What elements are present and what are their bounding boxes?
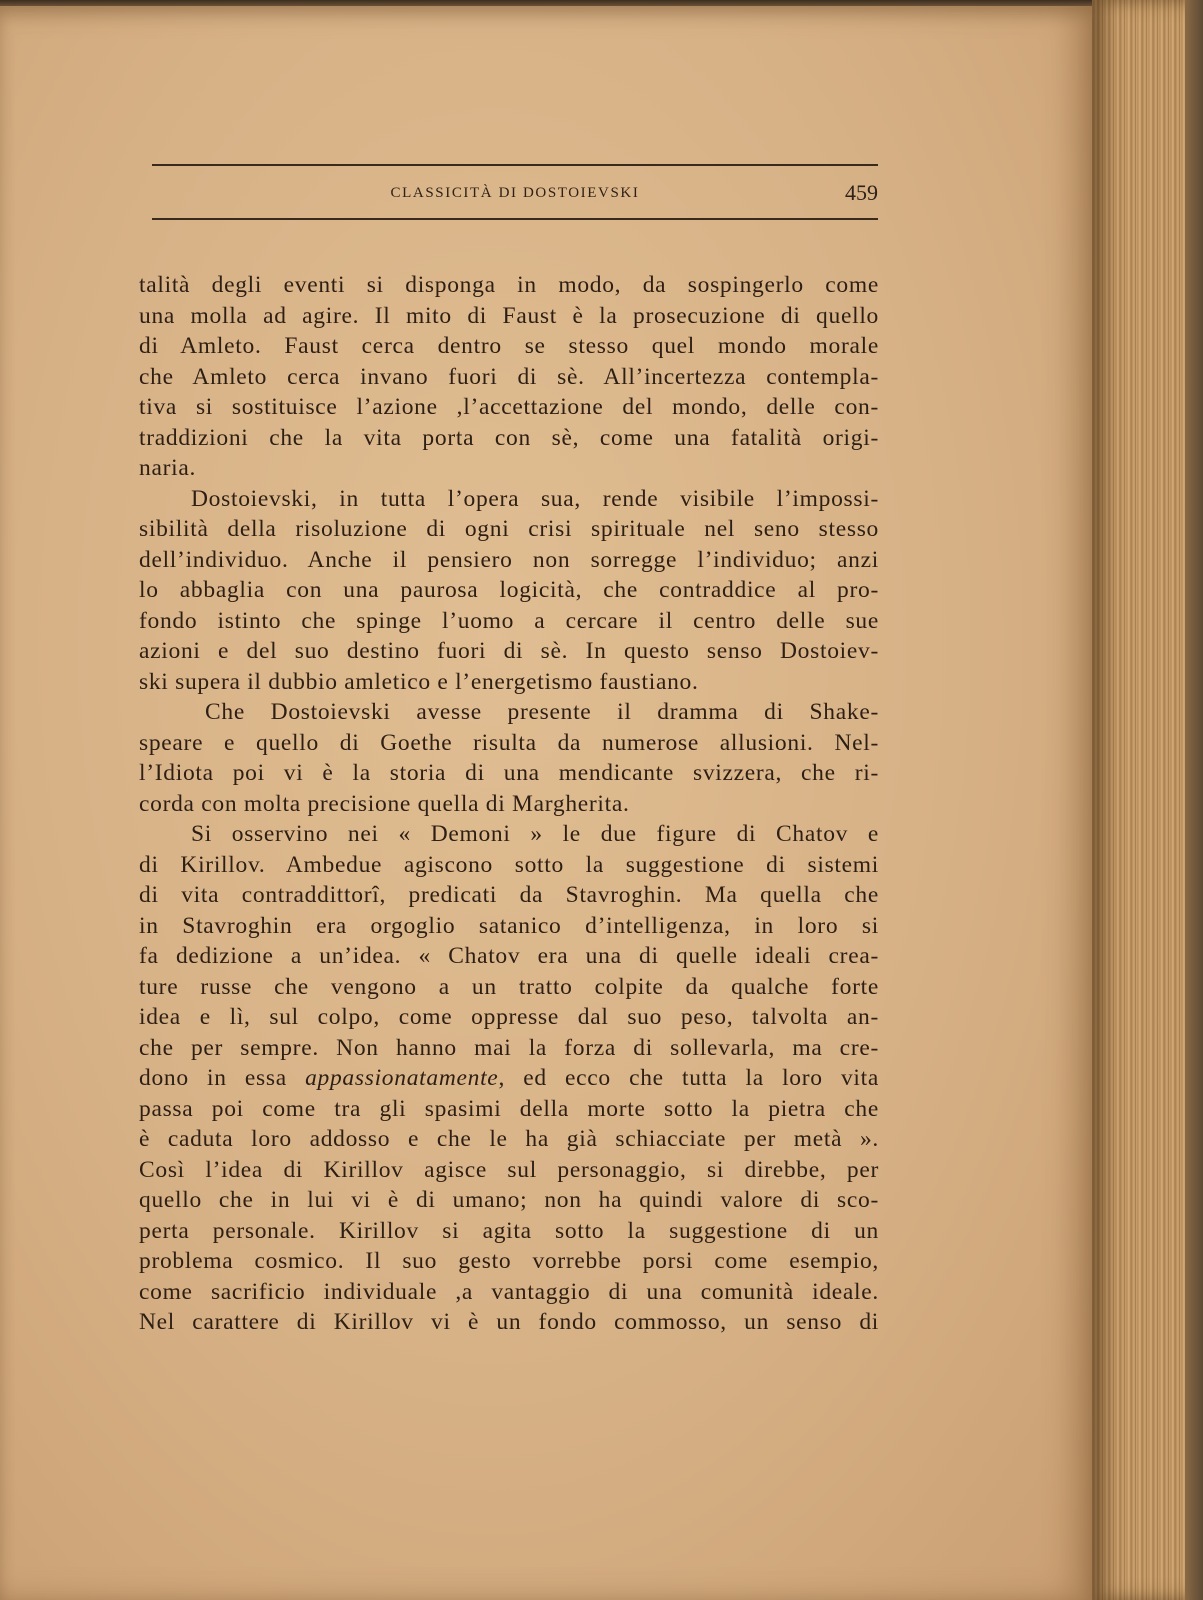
- text-run: , ed ecco che tutta la loro vita: [498, 1065, 879, 1091]
- body-text: [139, 270, 879, 1338]
- header-rule-top: [152, 164, 878, 166]
- text-line: che per sempre. Non hanno mai la forza di sollevarla, ma cre-: [139, 1034, 879, 1061]
- text-line: traddizioni che la vita porta con sè, come una fatalità origi-: [139, 424, 879, 451]
- text-line: ski supera il dubbio amletico e l’energetismo faustiano.: [139, 668, 699, 695]
- text-run: dono in essa: [139, 1065, 287, 1091]
- text-line: dell’individuo. Anche il pensiero non sorregge l’individuo; anzi: [139, 546, 879, 573]
- text-line: di Amleto. Faust cerca dentro se stesso quel mondo morale: [139, 333, 879, 359]
- text-line: l’Idiota poi vi è la storia di una mendicante svizzera, che ri-: [139, 760, 879, 786]
- text-line: Che Dostoievski avesse presente il dramma di Shake-: [205, 699, 879, 725]
- text-line: quello che in lui vi è di umano; non ha quindi valore di sco-: [139, 1187, 879, 1213]
- text-line: tiva si sostituisce l’azione ,l’accettazione del mondo, delle con-: [139, 394, 879, 420]
- text-line: talità degli eventi si disponga in modo, da sospingerlo come: [139, 272, 879, 298]
- text-line: problema cosmico. Il suo gesto vorrebbe porsi come esempio,: [139, 1248, 879, 1274]
- text-line: idea e lì, sul colpo, come oppresse dal suo peso, talvolta an-: [139, 1004, 879, 1030]
- text-line: fa dedizione a un’idea. « Chatov era una di quelle ideali crea-: [139, 943, 879, 969]
- text-line: azioni e del suo destino fuori di sè. In questo senso Dostoiev-: [139, 638, 879, 664]
- text-line: come sacrificio individuale ,a vantaggio di una comunità ideale.: [139, 1278, 879, 1305]
- page-edges: [1092, 0, 1203, 1600]
- text-line: passa poi come tra gli spasimi della morte sotto la pietra che: [139, 1095, 879, 1122]
- text-line: di Kirillov. Ambedue agiscono sotto la suggestione di sistemi: [139, 851, 879, 878]
- text-line: ture russe che vengono a un tratto colpite da qualche forte: [139, 973, 879, 1000]
- italic-word: appassionatamente: [305, 1065, 499, 1091]
- text-line: Così l’idea di Kirillov agisce sul personaggio, si direbbe, per: [139, 1156, 879, 1183]
- text-line: perta personale. Kirillov si agita sotto la suggestione di un: [139, 1217, 879, 1244]
- text-line-with-italic: [139, 1063, 879, 1094]
- text-line: speare e quello di Goethe risulta da numerose allusioni. Nel-: [139, 729, 879, 756]
- text-line: lo abbaglia con una paurosa logicità, che contraddice al pro-: [139, 577, 879, 603]
- text-line: fondo istinto che spinge l’uomo a cercare il centro delle sue: [139, 607, 879, 634]
- text-line: corda con molta precisione quella di Margherita.: [139, 790, 630, 817]
- text-line: che Amleto cerca invano fuori di sè. All’incertezza contempla-: [139, 363, 879, 390]
- running-title: CLASSICITÀ DI DOSTOIEVSKI: [390, 185, 640, 201]
- header-rule-bottom: [152, 218, 878, 220]
- text-line: di vita contraddittorî, predicati da Stavroghin. Ma quella che: [139, 882, 879, 908]
- text-line: è caduta loro addosso e che le ha già schiacciate per metà ».: [139, 1126, 879, 1152]
- text-line: naria.: [139, 455, 197, 481]
- text-line: in Stavroghin era orgoglio satanico d’intelligenza, in loro si: [139, 912, 879, 939]
- text-line: Nel carattere di Kirillov vi è un fondo commosso, un senso di: [139, 1309, 879, 1335]
- text-line: una molla ad agire. Il mito di Faust è la prosecuzione di quello: [139, 302, 879, 329]
- text-line: sibilità della risoluzione di ogni crisi spirituale nel seno stesso: [139, 516, 879, 542]
- page-number: 459: [845, 180, 878, 205]
- text-line: Dostoievski, in tutta l’opera sua, rende visibile l’impossi-: [191, 485, 879, 512]
- text-line: Si osservino nei « Demoni » le due figure di Chatov e: [191, 821, 879, 847]
- running-head: [152, 178, 878, 208]
